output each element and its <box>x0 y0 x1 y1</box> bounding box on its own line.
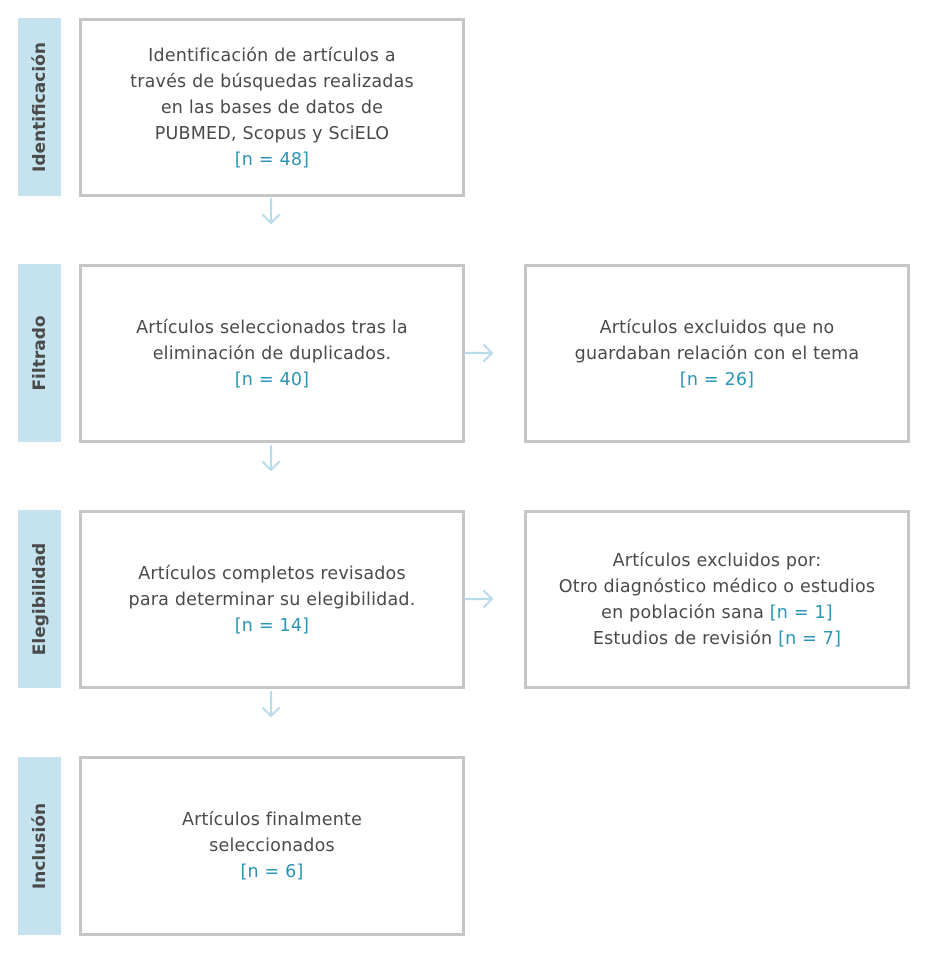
arrow-right-elegibilidad-excluidos <box>466 591 492 607</box>
box-elegibilidad-excluidos-line-4-text: Estudios de revisión <box>592 628 779 649</box>
box-inclusion-line-1: Artículos finalmente <box>181 810 363 830</box>
stage-label-filtrado: Filtrado <box>29 315 50 391</box>
box-filtrado-excluidos-count: [n = 26] <box>679 369 755 390</box>
box-inclusion-count: [n = 6] <box>240 862 304 882</box>
box-elegibilidad-excluidos-line-3-text: en población sana <box>601 602 770 623</box>
arrow-down-identificacion-filtrado <box>263 199 279 223</box>
stage-label-elegibilidad: Elegibilidad <box>29 542 50 656</box>
box-inclusion-line-2: seleccionados <box>209 836 335 856</box>
stage-label-inclusion: Inclusión <box>29 802 50 890</box>
box-identificacion-line-2: través de búsquedas realizadas <box>130 71 414 92</box>
box-identificacion-line-4: PUBMED, Scopus y SciELO <box>154 123 390 144</box>
box-filtrado-excluidos-line-2: guardaban relación con el tema <box>574 343 860 364</box>
box-elegibilidad-excluidos-line-1: Artículos excluidos por: <box>612 550 822 571</box>
box-elegibilidad-excluidos-count-2: [n = 7] <box>778 628 842 649</box>
box-elegibilidad-excluidos-line-2: Otro diagnóstico médico o estudios <box>558 576 876 597</box>
box-identificacion-line-1: Identificación de artículos a <box>148 45 396 66</box>
arrow-right-filtrado-excluidos <box>466 345 492 361</box>
box-elegibilidad-count: [n = 14] <box>234 615 310 636</box>
box-elegibilidad-excluidos-count-1: [n = 1] <box>769 602 833 623</box>
stage-label-identificacion: Identificación <box>29 42 50 172</box>
box-identificacion-line-3: en las bases de datos de <box>160 97 384 118</box>
box-filtrado-line-2: eliminación de duplicados. <box>152 343 392 364</box>
box-elegibilidad-line-1: Artículos completos revisados <box>138 563 406 584</box>
box-identificacion-count: [n = 48] <box>234 149 310 170</box>
box-filtrado-excluidos-line-1: Artículos excluidos que no <box>599 317 835 338</box>
box-filtrado-count: [n = 40] <box>234 369 310 390</box>
box-filtrado-line-1: Artículos seleccionados tras la <box>136 317 408 338</box>
box-elegibilidad-line-2: para determinar su elegibilidad. <box>128 589 416 610</box>
arrow-down-elegibilidad-inclusion <box>263 692 279 716</box>
arrow-down-filtrado-elegibilidad <box>263 446 279 470</box>
